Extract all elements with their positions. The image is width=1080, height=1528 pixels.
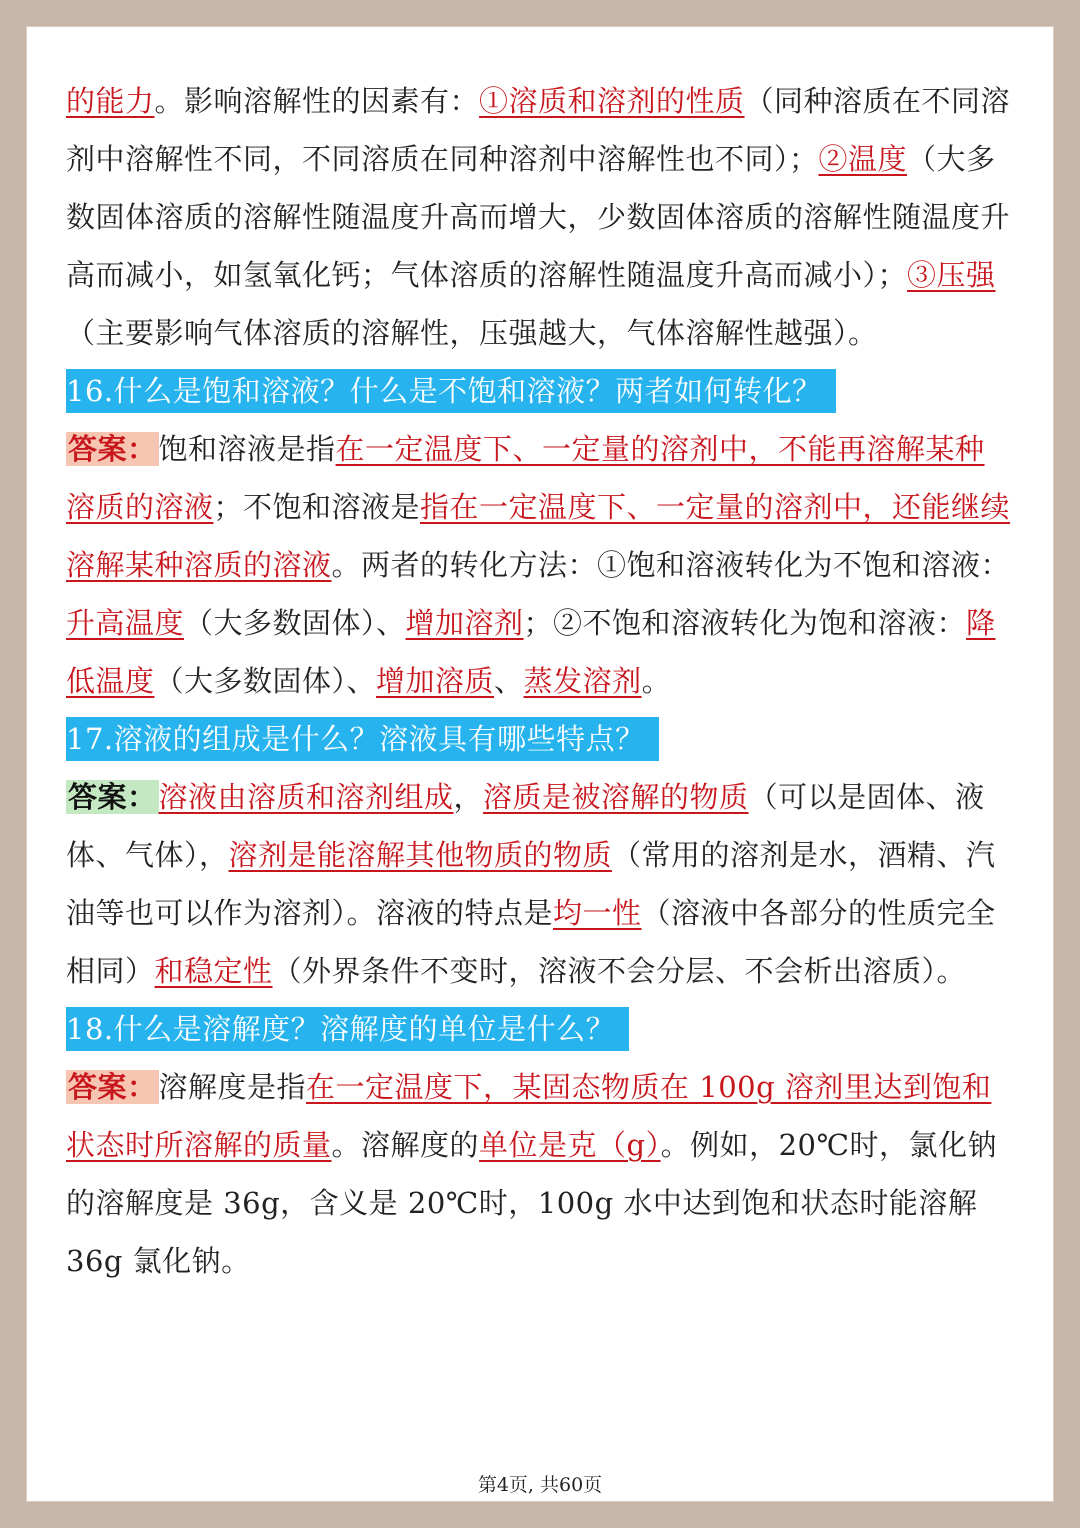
key-phrase: 溶剂是能溶解其他物质的物质 — [228, 838, 613, 872]
intro-paragraph — [66, 72, 1014, 362]
key-phrase: 和稳定性 — [154, 954, 273, 988]
key-phrase: 升高温度 — [66, 606, 185, 640]
text: （外界条件不变时，溶液不会分层、不会析出溶质）。 — [272, 954, 967, 988]
text: （大多数固体）、 — [184, 606, 406, 640]
key-phrase: ②温度 — [818, 142, 908, 176]
text: 。 — [641, 664, 672, 698]
question-17 — [66, 710, 1014, 768]
answer-label: 答案： — [68, 432, 157, 466]
text: ；②不饱和溶液转化为饱和溶液： — [523, 606, 967, 640]
text: （可以是固体、液体、气体）， — [66, 780, 985, 872]
answer-18 — [66, 1058, 1014, 1290]
key-phrase: 溶液由溶质和溶剂组成 — [158, 780, 454, 814]
text: ；不饱和溶液是 — [213, 490, 421, 524]
text: 饱和溶液是指 — [158, 432, 336, 466]
text: 。影响溶解性的因素有： — [154, 84, 480, 118]
key-phrase: ①溶质和溶剂的性质 — [479, 84, 745, 118]
key-phrase: 溶质是被溶解的物质 — [483, 780, 749, 814]
text: （常用的溶剂是水，酒精、汽油等也可以作为溶剂）。溶液的特点是 — [66, 838, 996, 930]
key-phrase: 在一定温度下、一定量的溶剂中，不能再溶解某种溶质的溶液 — [66, 432, 985, 524]
question-heading: 16.什么是饱和溶液？什么是不饱和溶液？两者如何转化？ — [66, 369, 836, 413]
answer-16 — [66, 420, 1014, 710]
key-phrase: 降低温度 — [66, 606, 996, 698]
answer-17 — [66, 768, 1014, 1000]
question-16 — [66, 362, 1014, 420]
question-heading: 17.溶液的组成是什么？溶液具有哪些特点？ — [66, 717, 659, 761]
text: 。溶解度的 — [331, 1128, 480, 1162]
key-phrase: 蒸发溶剂 — [523, 664, 642, 698]
text: ， — [453, 780, 484, 814]
key-phrase: 增加溶质 — [376, 664, 495, 698]
key-phrase: 在一定温度下，某固态物质在 100g 溶剂里达到饱和状态时所溶解的质量 — [66, 1070, 992, 1162]
answer-label: 答案： — [68, 780, 157, 814]
text: （同种溶质在不同溶剂中溶解性不同，不同溶质在同种溶剂中溶解性也不同）； — [66, 84, 1011, 176]
key-phrase: 指在一定温度下、一定量的溶剂中，还能继续溶解某种溶质的溶液 — [66, 490, 1011, 582]
text: 溶解度是指 — [158, 1070, 307, 1104]
text: （大多数固体）、 — [154, 664, 377, 698]
question-heading: 18.什么是溶解度？溶解度的单位是什么？ — [66, 1007, 629, 1051]
key-phrase: 的能力 — [66, 84, 155, 118]
answer-label: 答案： — [68, 1070, 157, 1104]
text: （主要影响气体溶质的溶解性，压强越大，气体溶解性越强）。 — [66, 316, 878, 350]
text: 。例如，20℃时，氯化钠的溶解度是 36g，含义是 20℃时，100g 水中达到饱和状态时能溶解 36g 氯化钠。 — [66, 1128, 997, 1278]
text: 、 — [494, 664, 524, 698]
key-phrase: ③压强 — [907, 258, 996, 292]
key-phrase: 单位是克（g） — [479, 1128, 661, 1162]
key-phrase: 增加溶剂 — [405, 606, 524, 640]
question-18 — [66, 1000, 1014, 1058]
page-number: 第4页, 共60页 — [477, 1474, 603, 1496]
key-phrase: 均一性 — [553, 896, 642, 930]
text: 。两者的转化方法：①饱和溶液转化为不饱和溶液： — [331, 548, 1011, 582]
document-body — [66, 72, 1014, 1290]
text: （大多数固体溶质的溶解性随温度升高而增大，少数固体溶质的溶解性随温度升高而减小，如氢氧化钙；气体溶质的溶解性随温度升高而减小）； — [66, 142, 1011, 292]
text: （溶液中各部分的性质完全相同） — [66, 896, 996, 988]
